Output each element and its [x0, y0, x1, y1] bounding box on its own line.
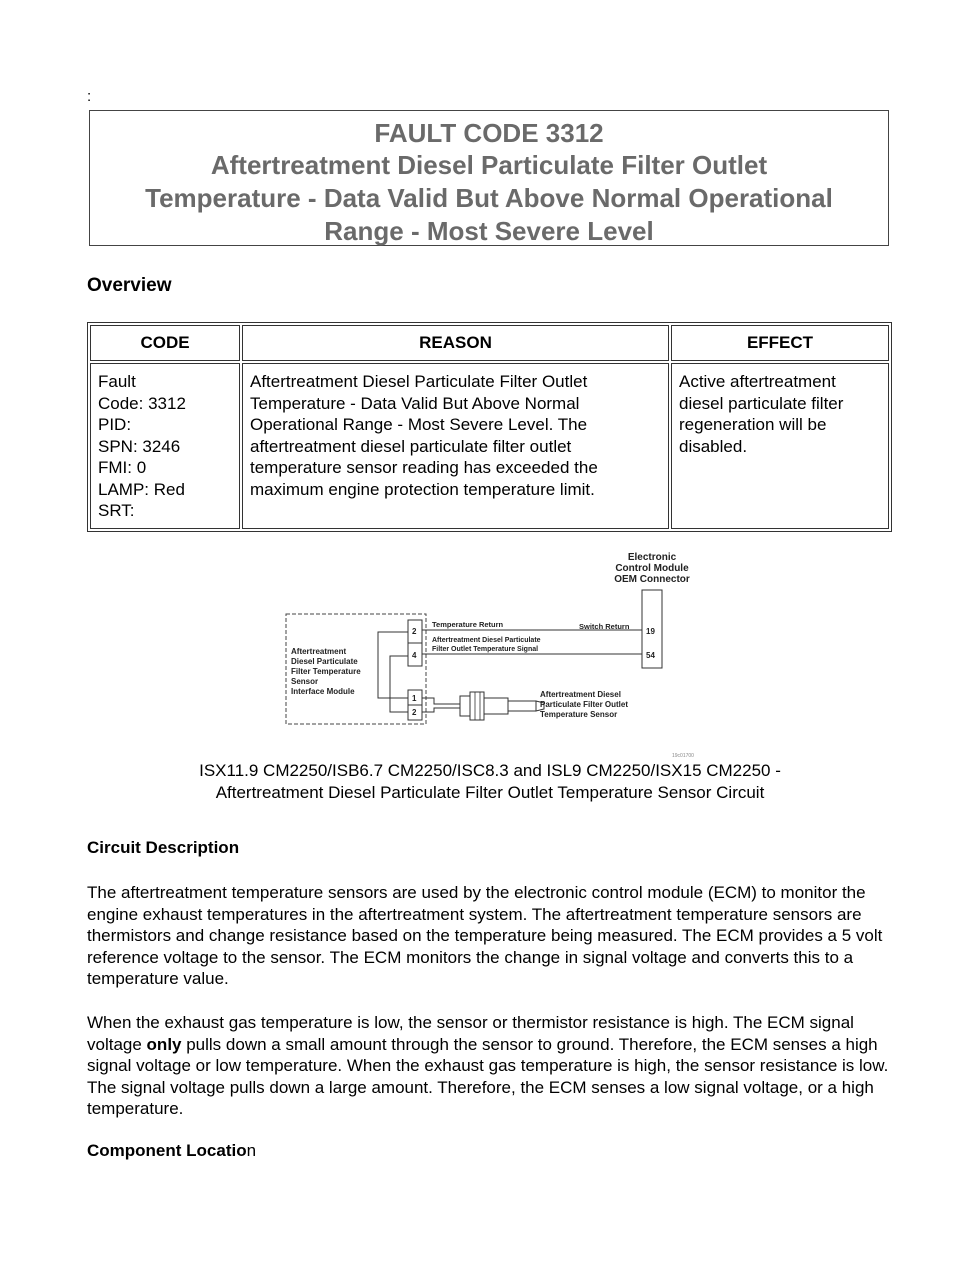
p2-bold-only: only	[146, 1034, 182, 1054]
module-label-line-5: Interface Module	[291, 687, 355, 696]
code-line: SRT:	[98, 501, 135, 520]
table-row	[90, 363, 889, 529]
code-line: Code: 3312	[98, 393, 186, 413]
module-label-line-1: Aftertreatment	[291, 647, 347, 656]
fault-title-line-3: Range - Most Severe Level	[324, 216, 654, 246]
component-heading-tail: n	[246, 1141, 257, 1160]
ecm-pin-54: 54	[646, 651, 655, 660]
caption-line-2: Aftertreatment Diesel Particulate Filter Outlet Temperature Sensor Circuit	[215, 783, 765, 802]
wire-signal-label-line-2: Filter Outlet Temperature Signal	[432, 646, 539, 653]
code-line: SPN: 3246	[98, 436, 181, 456]
wire-signal-label-line-1: Aftertreatment Diesel Particulate	[432, 637, 541, 644]
code-line: LAMP: Red	[98, 479, 185, 499]
sensor-label-line-2: Particulate Filter Outlet	[540, 700, 629, 709]
wire-temp-return-label: Temperature Return	[432, 620, 504, 629]
circuit-paragraph-2	[87, 1012, 892, 1120]
leading-colon: :	[87, 88, 92, 105]
ecm-pin-19: 19	[646, 627, 655, 636]
module-label-line-4: Sensor	[291, 677, 319, 686]
effect-cell: Active aftertreatment diesel particulate filter regeneration will be disabled.	[671, 363, 889, 529]
module-bottom-pin-2: 2	[412, 708, 417, 717]
caption-line-1: ISX11.9 CM2250/ISB6.7 CM2250/ISC8.3 and ISL9 CM2250/ISX15 CM2250 -	[199, 761, 781, 780]
fault-title-line-2: Temperature - Data Valid But Above Normal Operational	[145, 183, 833, 213]
sensor-label-line-1: Aftertreatment Diesel	[540, 690, 621, 699]
ecm-label-line-3: OEM Connector	[614, 574, 690, 585]
module-top-pin-4: 4	[412, 651, 417, 660]
module-bottom-pin-1: 1	[412, 694, 417, 703]
component-heading-main: Component Locatio	[87, 1141, 247, 1160]
overview-heading: Overview	[87, 275, 172, 296]
code-cell	[90, 363, 240, 529]
module-label-line-3: Filter Temperature	[291, 667, 361, 676]
header-reason: REASON	[242, 325, 669, 361]
reason-cell: Aftertreatment Diesel Particulate Filter Outlet Temperature - Data Valid But Above Normal Operational Range - Most Severe Level. The aftertreatment diesel particulate filter outlet temperature sensor reading has exceeded the maximum engine protection temperature limit.	[242, 363, 669, 529]
sensor-label-line-3: Temperature Sensor	[540, 710, 618, 719]
figure-id: 19c01700	[672, 753, 694, 758]
code-line: FMI: 0	[98, 458, 147, 477]
header-code: CODE	[90, 325, 240, 361]
module-top-pin-2: 2	[412, 627, 417, 636]
component-location-heading	[87, 1141, 256, 1161]
fault-overview-table	[87, 322, 892, 532]
sensor-circuit-diagram	[282, 546, 702, 758]
table-header-row	[90, 325, 889, 361]
sensor-lead-1	[422, 698, 460, 704]
code-line: PID:	[98, 415, 132, 434]
ecm-label-line-2: Control Module	[615, 563, 689, 574]
sensor-lead-2	[422, 708, 460, 712]
fault-code-title: FAULT CODE 3312	[374, 118, 604, 148]
internal-wire-top	[378, 632, 408, 698]
temperature-sensor-icon	[460, 692, 544, 720]
fault-title-line-1: Aftertreatment Diesel Particulate Filter Outlet	[210, 150, 768, 180]
module-label-line-2: Diesel Particulate	[291, 657, 358, 666]
code-line: Fault	[98, 372, 136, 391]
header-effect: EFFECT	[671, 325, 889, 361]
circuit-paragraph-1: The aftertreatment temperature sensors are used by the electronic control module (ECM) to monitor the engine exhaust temperatures in the aftertreatment system. The aftertreatment temperature sensors are thermistors and change resistance based on the temperature being measured. The ECM provides a 5 volt reference voltage to the sensor. The ECM monitors the change in signal voltage and converts this to a temperature value.	[87, 883, 883, 988]
fault-title-box	[89, 110, 889, 246]
wire-switch-return-label: Switch Return	[579, 622, 630, 631]
diagram-caption	[90, 760, 890, 804]
p2-text-after: pulls down a small amount through the sensor to ground. Therefore, the ECM senses a high signal voltage or low temperature. When the exhaust gas temperature is high, the sensor resistance is low. The signal voltage pulls down a large amount. Therefore, the ECM senses a low signal voltage, or a high temperature.	[87, 1034, 889, 1118]
p2-text-before: When the exhaust gas temperature is low, the sensor or thermistor resistance is high. The ECM signal voltage	[87, 1013, 854, 1054]
ecm-label-line-1: Electronic	[627, 552, 677, 563]
internal-wire-bottom	[390, 656, 408, 712]
circuit-description-heading: Circuit Description	[87, 838, 240, 857]
